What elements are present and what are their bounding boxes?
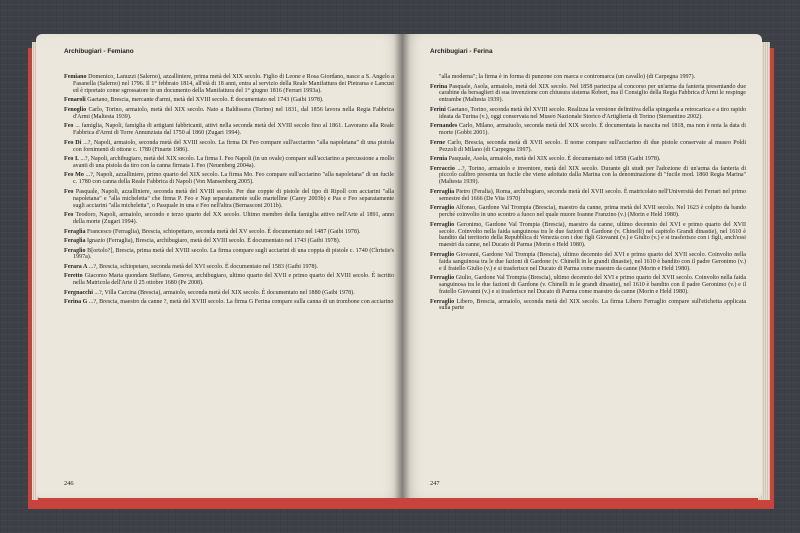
entry-text: Pasquale, Asola, armaiolo, metà del XIX secolo. È documentato nel 1858 (Gaibi 1978). xyxy=(448,156,661,163)
entry-text: Alfonso, Gardone Val Trompia (Brescia), maestro da canne, prima metà del XVII secolo. Nel 1623 è colpito da bando perché coinvolto in uno scontro a fuoco nel quale muore Ioanne Franzino (v.) (Morin e Held 1980). xyxy=(439,205,747,219)
entry-headword: Ferara A xyxy=(64,263,88,270)
entry-headword: Ferraglio xyxy=(430,275,455,282)
entry-text: Pasquale, Asola, armaiolo, metà del XIX secolo. Nel 1858 partecipa al concorso per un'arma da fanteria presentando due carabine da bersaglieri di sua invenzione con chiusura sistema Robert, ma il Consiglio della Regia Fabbrica d'Armi le respinge entrambe (Maltesta 1939). xyxy=(439,83,746,104)
entry-headword: Femiano xyxy=(64,74,87,80)
left-running-head: Archibugiari - Femiano xyxy=(64,48,134,55)
dictionary-entry xyxy=(430,166,746,187)
dictionary-entry xyxy=(64,189,394,210)
entry-headword: Feretto xyxy=(64,273,83,280)
right-page-number: 247 xyxy=(430,480,440,487)
entry-text: Pietro (Feralia), Roma, archibugiaro, seconda metà del XVII secolo. È matricolato nell'Università dei Ferrari nel primo semestre del 1666 (De Vita 1970) xyxy=(439,188,746,202)
dictionary-entry xyxy=(64,156,394,170)
entry-text: Geronimo, Gardone Val Trompia (Brescia), maestro da canne, ultimo decennio del XVI e primo quarto del XVII secolo. Coinvolto nella faida sanguinosa tra le due fazioni di Gardone (v. Chinelli) nel capitolo Grandi dinastie), nel 1610 è bandito dal territorio della Repubblica di Venezia con i due figli Giovanni (v.) e Giulio (v.) e si trasferisce con i figli, anch'essi maestri da canne, nel Ducato di Parma (Morin e Held 1980). xyxy=(439,221,747,249)
dictionary-entry xyxy=(430,84,746,105)
entry-text: ...?, Napoli, armaiolo, seconda metà del XVIII secolo. La firma Di Feo compare sull'acciarino "alla napoletana" di una pistola con fornimenti di ottone c. 1780 (Finarte 1986). xyxy=(73,139,394,153)
dictionary-entry xyxy=(430,123,746,137)
entry-text: ...?, Torino, armaiolo e inventore, metà del XIX secolo. Durante gli studi per l'adozione di un'arma da fanteria di piccolo calibro presenta un fucile che viene adottato dalla Marina con la denominazione di "fucile mod. 1860 Regia Marina" (Maltesta 1939). xyxy=(439,165,746,186)
dictionary-entry xyxy=(64,264,394,271)
dictionary-entry xyxy=(430,74,746,81)
entry-headword: Ferraglia xyxy=(430,188,455,195)
entry-headword: Ferraglio xyxy=(430,221,455,228)
entry-headword: Feo Mo xyxy=(64,172,84,179)
dictionary-entry xyxy=(430,205,746,219)
entry-text: Ignazio (Ferraglia), Brescia, archibugiaro, metà del XVIII secolo. È documentato nel 1743 (Gaibi 1978). xyxy=(87,238,341,245)
dictionary-entry xyxy=(64,273,394,287)
entry-text: Carlo, Torino, armaiolo, metà del XIX secolo. Nato a Baldissera (Torino) nel 1831, dal 1856 lavora nella Regia Fabbrica d'Armi (Maltesta 1939). xyxy=(73,106,394,120)
left-page-number: 246 xyxy=(64,480,74,487)
entry-text: ...?, Napoli, azzalliniere, primo quarto del XIX secolo. La firma Mo. Feo compare sull'acciarino "alla napoletana" di un fucile c. 1780 con canna della Reale Fabbrica di Napoli (Von Mansenberg 2005). xyxy=(73,172,394,186)
entry-text: Carlo, Brescia, seconda metà di XVII secolo. Il nome compare sull'acciarino di due pistole conservate al museo Poldi Pezzoli di Milano (di Carpegna 1997). xyxy=(439,139,746,153)
left-text-column xyxy=(64,74,394,309)
entry-headword: Feo xyxy=(64,212,74,219)
dictionary-entry xyxy=(430,299,746,313)
dictionary-entry xyxy=(430,156,746,163)
dictionary-entry xyxy=(64,299,394,306)
entry-text: Giulio, Gardone Val Trompia (Brescia), ultimo decennio del XVI e primo quarto del XVII secolo. Coinvolto nella faida sanguinosa tra le due fazioni di Gardone (v. Chinelli in le grandi dinastie), nel 1610 è bandito con il padre Geronimo (v.) e il fratello Giovanni (v.) e si trasferisce nel Ducato di Parma come maestro da canne (Morin e Held 1980). xyxy=(439,275,746,295)
open-book xyxy=(28,34,774,509)
entry-text: Pasquale, Napoli, azzalliniere, seconda metà del XVIII secolo. Per due coppie di pistole del tipo di Ripoll con acciarini "alla napoletana" e "alla micheletta" che firma P. Feo e Nap separatamente sulle martelline (Carey 2003b) e Pas e Feo separatamente sugli acciarini "alla micheletta", o Pasquale in una e Feo nell'altra (Bernasconi 2011b). xyxy=(73,188,395,209)
entry-text: B[ortolo?], Brescia, prima metà del XVIII secolo. La firma compare sugli acciarini di una coppia di pistole c. 1740 (Christie's 1997a). xyxy=(73,247,394,261)
entry-text: "alla moderna"; la firma è in forma di punzone con marca e contromarca (un cavallo) (di Carpegna 1997). xyxy=(439,74,696,80)
entry-headword: Fergnacchi xyxy=(64,289,93,296)
entry-text: Gaetano, Brescia, mercante d'armi, metà del XVIII secolo. È documentato nel 1743 (Gaibi 1978). xyxy=(87,97,324,104)
dictionary-entry xyxy=(64,97,394,104)
right-text-column xyxy=(430,74,746,315)
entry-text: Gaetano, Torino, seconda metà del XVIII secolo. Realizza la versione definitiva della spingarda a retrocarica e a tiro rapido ideata da Turina (v.), oggi conservata nel Museo Nazionale Storico d'Artiglieria di Torino (Sterrantino 2002). xyxy=(439,106,746,120)
dictionary-entry xyxy=(430,107,746,121)
entry-headword: Fenaroli xyxy=(64,97,86,104)
dictionary-entry xyxy=(430,189,746,203)
entry-text: ...?, Villa Carcina (Brescia), armaiolo, seconda metà del XIX secolo. È documentato nel 1880 (Gaibi 1978). xyxy=(94,289,355,296)
entry-text: ... famiglia, Napoli, famiglia di artigiani fabbricanti, attivi nella seconda metà del XVIII secolo fino al 1861. Lavorano alla Reale Fabbrica d'Armi di Torre Annunziata dal 1750 al 1860 (Zugari 1994). xyxy=(73,123,394,137)
entry-text: Giacomo Maria quondam Steffano, Genova, archibugiaro, ultimo quarto del XVII e primo quarto del XVIII secolo. È iscritto nella Matricola dell'Arte il 25 ottobre 1680 (Pe 2008). xyxy=(73,273,395,287)
dictionary-entry xyxy=(64,238,394,245)
entry-headword: Ferraglio xyxy=(430,298,455,305)
dictionary-entry xyxy=(64,212,394,226)
dictionary-entry xyxy=(430,252,746,273)
entry-text: Domenico, Lanuzzi (Salerno), azzalliniere, prima metà del XIX secolo. Figlio di Leone e Rosa Giordano, nasce a S. Angelo a Fasanella (Salerno) nel 1796. Il 1° febbraio 1814, all'età di 18 anni, entra al servizio della Reale Manifattura dei Pietrarsa e Lancusi ed è riportato come sgrossatore in un documento della Manifattura del 1° giugno 1816 (Ferrari 1993a). xyxy=(73,74,394,94)
entry-headword: Ferraccio xyxy=(430,165,455,172)
right-page xyxy=(402,34,762,498)
dictionary-entry xyxy=(64,74,394,95)
entry-headword: Fernia xyxy=(430,156,448,163)
entry-headword: Feo xyxy=(64,123,74,130)
entry-headword: Feraglia xyxy=(64,238,86,245)
dictionary-entry xyxy=(64,248,394,262)
dictionary-entry xyxy=(64,172,394,186)
entry-headword: Feo I. xyxy=(64,156,79,163)
entry-text: Teodoro, Napoli, armaiolo, secondo e terzo quarto del XX secolo. Ultimo membro della famiglia attivo nell'Arte al 1891, anno della morte (Zugari 1994). xyxy=(73,212,394,226)
entry-text: ...?, Brescia, maestro da canne ?, metà del XVIII secolo. La firma G Ferina compare sulla canna di un trombone con acciarino xyxy=(88,299,394,306)
entry-text: Francesco (Ferraglia), Brescia, schiopettaro, seconda metà del XV secolo. È documentato nel 1487 (Gaibi 1978). xyxy=(87,228,361,235)
entry-text: ...?, Napoli, archibugiaro, metà del XIX secolo. La firma I. Feo Napoli (in un ovale) compare sull'acciarino a percussione a mollo avanti di una pistola da tiro con la canna firmata I. Feo (Neuenberg 2004a). xyxy=(73,156,394,169)
left-page xyxy=(36,34,404,498)
dictionary-entry xyxy=(430,222,746,250)
dictionary-entry xyxy=(64,123,394,137)
book-gutter-shadow xyxy=(394,34,410,498)
dictionary-entry xyxy=(64,290,394,297)
entry-text: ...?, Brescia, schiopetaro, seconda metà del XVI secolo. È documentato nel 1583 (Gaibi 1978). xyxy=(88,263,319,270)
dictionary-entry xyxy=(64,229,394,236)
entry-text: Giovanni, Gardone Val Trompia (Brescia), ultimo decennio del XVI e primo quarto del XVII secolo. Coinvolto nella faida sanguinosa tra le due fazioni di Gardone (v. Chinelli in le grandi dinastie), nel 1610 è bandito con il padre Geronimo (v.) e il fratello Giulio (v.) e si trasferisce nel Ducato di Parma come maestro da canne (Morin e Held 1980). xyxy=(439,251,746,272)
dictionary-entry xyxy=(430,140,746,154)
dictionary-entry xyxy=(430,275,746,296)
dictionary-entry xyxy=(64,140,394,154)
entry-headword: Feo xyxy=(64,188,74,195)
entry-headword: Ferini xyxy=(430,106,446,113)
right-running-head: Archibugiari - Ferina xyxy=(430,48,493,55)
entry-headword: Feraglia xyxy=(64,228,86,235)
entry-headword: Fenoglio xyxy=(64,106,87,113)
entry-headword: Ferne xyxy=(430,139,446,146)
entry-headword: Ferina G xyxy=(64,299,88,306)
entry-headword: Ferina xyxy=(430,83,448,90)
entry-headword: Fernandes xyxy=(430,123,458,130)
entry-headword: Feraglio xyxy=(64,247,86,254)
entry-text: Libero, Brescia, armaiolo, seconda metà del XIX secolo. La firma Libero Ferraglio compare sull'etichetta applicata sulla parte xyxy=(439,298,747,312)
dictionary-entry xyxy=(64,107,394,121)
entry-headword: Ferraglio xyxy=(430,251,455,258)
entry-headword: Ferraglio xyxy=(430,205,455,212)
entry-headword: Feo Di xyxy=(64,139,82,146)
entry-text: Carlo, Milano, armaiuolo, seconda metà del XIX secolo. È documentata la nascita nel 1818, ma non è nota la data di morte (Gobbi 2001). xyxy=(439,123,746,137)
